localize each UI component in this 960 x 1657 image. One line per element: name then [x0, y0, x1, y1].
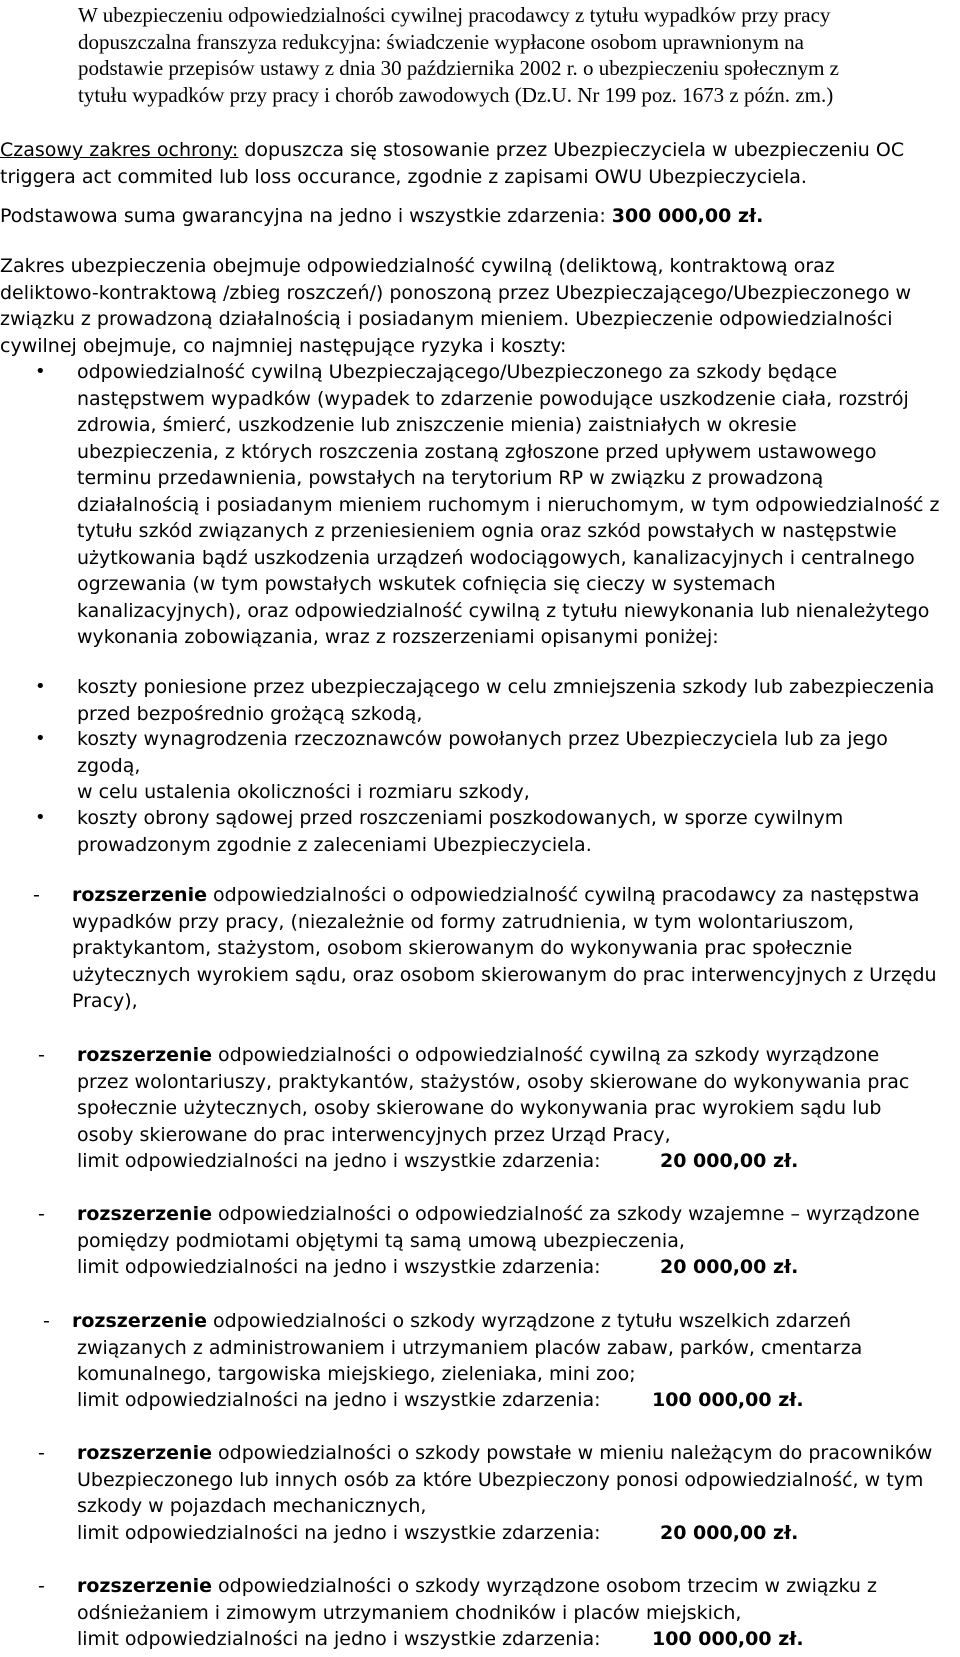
limit-amount: 100 000,00 zł. [652, 1389, 804, 1411]
text-line: W ubezpieczeniu odpowiedzialności cywilnej pracodawcy z tytułu wypadków przy pracy [78, 3, 831, 27]
dash-marker: - [38, 1575, 45, 1597]
text-line: Ubezpieczonego lub innych osób za które Ubezpieczony ponosi odpowiedzialność, w tym [77, 1468, 924, 1491]
text-line: związku z prowadzoną działalnością i posiadanym mieniem. Ubezpieczenie odpowiedzialności [0, 308, 893, 330]
dash-marker: - [38, 1044, 45, 1066]
limit-amount: 20 000,00 zł. [660, 1256, 799, 1278]
text-line: w celu ustalenia okoliczności i rozmiaru szkody, [77, 781, 530, 803]
list-item [77, 359, 940, 651]
extension-text: odpowiedzialności o odpowiedzialność cywilną pracodawcy za następstwa [206, 884, 920, 906]
paragraph-time-scope [0, 137, 904, 190]
dash-marker: - [38, 1442, 45, 1464]
text-line [77, 1573, 877, 1600]
text-line: związanych z administrowaniem i utrzymaniem placów zabaw, parków, cmentarza [77, 1336, 863, 1359]
text-line: tytułu szkód związanych z przeniesieniem ognia oraz szkód powstałych w następstwie [77, 520, 897, 542]
bullet-icon: • [35, 807, 46, 828]
text-line: użytkowania bądź uszkodzenia urządzeń wodociągowych, kanalizacyjnych i centralnego [77, 546, 915, 569]
text-line: wypadków przy pracy, (niezależnie od formy zatrudnienia, w tym wolontariuszom, [72, 910, 855, 933]
text-line: prowadzonym zgodnie z zaleceniami Ubezpieczyciela. [77, 833, 592, 856]
extension-keyword: rozszerzenie [77, 1442, 212, 1464]
text-line: Pracy), [72, 990, 138, 1012]
limit-amount: 20 000,00 zł. [660, 1150, 799, 1172]
paragraph-scope [0, 253, 911, 359]
text-line: przez wolontariuszy, praktykantów, stażystów, osoby skierowane do wykonywania prac [77, 1070, 910, 1093]
text-line [0, 137, 904, 164]
limit-label: limit odpowiedzialności na jedno i wszystkie zdarzenia: [77, 1389, 601, 1411]
limit-label: limit odpowiedzialności na jedno i wszystkie zdarzenia: [77, 1150, 601, 1172]
time-scope-text: dopuszcza się stosowanie przez Ubezpieczyciela w ubezpieczeniu OC [238, 139, 905, 161]
text-line [72, 1308, 862, 1335]
text-line: wykonania zobowiązania, wraz z rozszerzeniami opisanymi poniżej: [77, 626, 719, 648]
text-line: użytecznych wyrokiem sądu, oraz osobom skierowanym do prac interwencyjnych z Urzędu [72, 963, 937, 986]
text-line: pomiędzy podmiotami objętymi tą samą umową ubezpieczenia, [77, 1229, 685, 1252]
text-line [72, 882, 937, 909]
extension-item [72, 1308, 862, 1388]
text-line: społecznie użytecznych, osoby skierowane do wykonywania prac wyrokiem sądu lub [77, 1097, 882, 1119]
extension-text: odpowiedzialności o szkody powstałe w mieniu należącym do pracowników [211, 1442, 933, 1464]
limit-label: limit odpowiedzialności na jedno i wszystkie zdarzenia: [77, 1522, 601, 1544]
text-line: osoby skierowane do prac interwencyjnych przez Urząd Pracy, [77, 1123, 671, 1146]
extension-keyword: rozszerzenie [77, 1203, 212, 1225]
text-line: ogrzewania (w tym powstałych wskutek cofnięcia się cieczy w systemach [77, 573, 776, 595]
limit-label: limit odpowiedzialności na jedno i wszystkie zdarzenia: [77, 1256, 601, 1278]
text-line: deliktowo-kontraktową /zbieg roszczeń/) ponoszoną przez Ubezpieczającego/Ubezpieczonego w [0, 281, 912, 304]
text-line: szkody w pojazdach mechanicznych, [77, 1495, 427, 1517]
extension-text: odpowiedzialności o szkody wyrządzone z tytułu wszelkich zdarzeń [206, 1310, 851, 1332]
extension-keyword: rozszerzenie [72, 1310, 207, 1332]
text-line: dopuszczalna franszyza redukcyjna: świadczenie wypłacone osobom uprawnionym na [78, 29, 804, 54]
text-line: działalnością i posiadanym mieniem ruchomym i nieruchomym, w tym odpowiedzialność z [77, 493, 940, 516]
extension-item [77, 1201, 920, 1254]
text-line [77, 1440, 932, 1467]
text-line: zdrowia, śmierć, uszkodzenie lub zniszczenie mienia) zaistniałych w okresie [77, 414, 797, 436]
text-line: odśnieżaniem i zimowym utrzymaniem chodników i placów miejskich, [77, 1601, 742, 1624]
text-line: zgodą, [77, 754, 141, 777]
text-line: komunalnego, targowiska miejskiego, zieleniaka, mini zoo; [77, 1363, 636, 1385]
text-line: podstawie przepisów ustawy z dnia 30 października 2002 r. o ubezpieczeniu społecznym z [78, 56, 839, 80]
sum-insured-text: Podstawowa suma gwarancyjna na jedno i wszystkie zdarzenia: [0, 205, 612, 227]
extension-item [77, 1573, 877, 1626]
dash-marker: - [38, 1203, 45, 1225]
bullet-icon: • [35, 361, 46, 382]
extension-item [72, 882, 937, 1015]
list-item [77, 805, 843, 858]
list-item [77, 726, 888, 806]
text-line: kanalizacyjnych), oraz odpowiedzialność cywilną z tytułu niewykonania lub nienależytego [77, 599, 930, 622]
extension-text: odpowiedzialności o odpowiedzialność za szkody wzajemne – wyrządzone [211, 1203, 920, 1225]
paragraph-deductible [78, 2, 839, 108]
extension-keyword: rozszerzenie [72, 884, 207, 906]
extension-text: odpowiedzialności o szkody wyrządzone osobom trzecim w związku z [211, 1575, 877, 1597]
dash-marker: - [43, 1310, 50, 1332]
text-line [77, 1201, 920, 1228]
extension-keyword: rozszerzenie [77, 1575, 212, 1597]
bullet-icon: • [35, 728, 46, 749]
text-line: terminu przedawnienia, powstałych na terytorium RP w związku z prowadzoną [77, 467, 824, 489]
text-line: koszty wynagrodzenia rzeczoznawców powołanych przez Ubezpieczyciela lub za jego [77, 728, 888, 750]
text-line: tytułu wypadków przy pracy i chorób zawodowych (Dz.U. Nr 199 poz. 1673 z późn. zm.) [78, 82, 834, 107]
text-line: ubezpieczenia, z których roszczenia zostaną zgłoszone przed upływem ustawowego [77, 440, 877, 463]
extension-item [77, 1042, 909, 1148]
text-line: Zakres ubezpieczenia obejmuje odpowiedzialność cywilną (deliktową, kontraktową oraz [0, 255, 835, 277]
list-item [77, 674, 934, 727]
text-line: przed bezpośrednio grożącą szkodą, [77, 702, 423, 725]
extension-text: odpowiedzialności o odpowiedzialność cywilną za szkody wyrządzone [211, 1044, 880, 1066]
text-line: praktykantom, stażystom, osobom skierowanym do wykonywania prac społecznie [72, 937, 853, 959]
time-scope-label: Czasowy zakres ochrony: [0, 139, 239, 161]
sum-insured-amount: 300 000,00 zł. [611, 205, 764, 227]
text-line: następstwem wypadków (wypadek to zdarzenie powodujące uszkodzenie ciała, rozstrój [77, 387, 909, 410]
extension-keyword: rozszerzenie [77, 1044, 212, 1066]
dash-marker: - [33, 884, 40, 906]
bullet-icon: • [35, 676, 46, 697]
limit-amount: 100 000,00 zł. [652, 1628, 804, 1650]
text-line [77, 1042, 909, 1069]
text-line: koszty poniesione przez ubezpieczającego w celu zmniejszenia szkody lub zabezpieczenia [77, 676, 935, 698]
text-line: triggera act commited lub loss occurance, zgodnie z zapisami OWU Ubezpieczyciela. [0, 165, 807, 188]
text-line: koszty obrony sądowej przed roszczeniami poszkodowanych, w sporze cywilnym [77, 807, 844, 829]
paragraph-sum-insured [0, 203, 763, 230]
text-line: cywilnej obejmuje, co najmniej następujące ryzyka i koszty: [0, 334, 567, 357]
text-line: odpowiedzialność cywilną Ubezpieczającego/Ubezpieczonego za szkody będące [77, 361, 838, 383]
limit-amount: 20 000,00 zł. [660, 1522, 799, 1544]
extension-item [77, 1440, 932, 1520]
limit-label: limit odpowiedzialności na jedno i wszystkie zdarzenia: [77, 1628, 601, 1650]
